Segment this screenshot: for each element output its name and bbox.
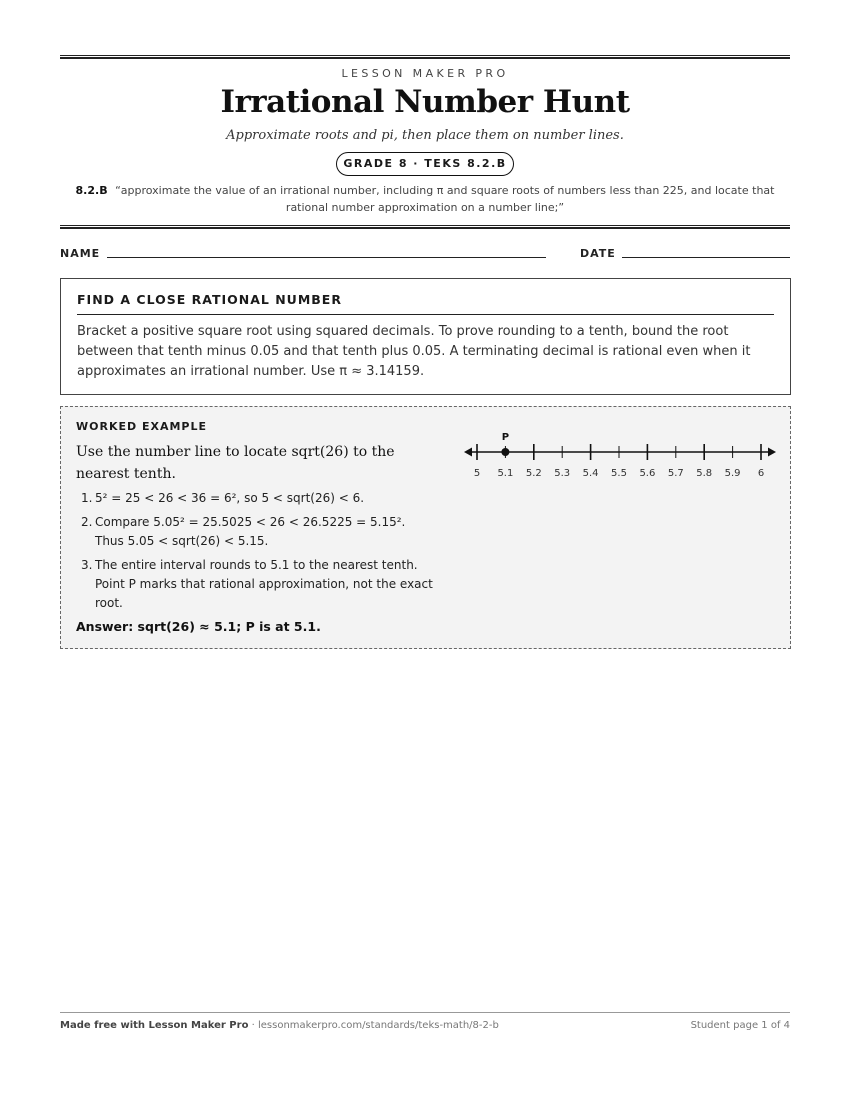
number-line-tick-label: 5.5 bbox=[611, 468, 627, 479]
name-input-line[interactable] bbox=[107, 257, 546, 258]
footer-page-number: Student page 1 of 4 bbox=[690, 1020, 790, 1031]
number-line-tick-label: 5.4 bbox=[582, 468, 599, 479]
page-title: Irrational Number Hunt bbox=[220, 84, 630, 120]
name-label: NAME bbox=[60, 247, 101, 260]
number-line bbox=[460, 428, 780, 488]
step-number: 3. bbox=[81, 558, 93, 572]
point-p-label: P bbox=[501, 432, 510, 443]
number-line-tick-label: 5.7 bbox=[667, 468, 684, 479]
info-box bbox=[60, 278, 791, 395]
number-line-tick-label: 5.3 bbox=[554, 468, 571, 479]
date-label: DATE bbox=[580, 247, 616, 260]
left-arrow-icon bbox=[464, 448, 472, 457]
footer-credit bbox=[60, 1020, 499, 1031]
worked-example-question: Use the number line to locate sqrt(26) to the nearest tenth. bbox=[76, 444, 395, 482]
number-line-tick-label: 5.1 bbox=[497, 468, 514, 479]
standard-statement bbox=[60, 182, 790, 216]
worked-example-steps bbox=[76, 489, 436, 618]
step-number: 2. bbox=[81, 515, 93, 529]
standard-text: “approximate the value of an irrational number, including π and square roots of numbers less than 225, and locate that rational number approximation on a number line;” bbox=[115, 184, 775, 214]
number-line-tick-label: 5.9 bbox=[724, 468, 741, 479]
number-line-tick-label: 5.6 bbox=[639, 468, 656, 479]
number-line-tick-label: 5 bbox=[473, 468, 481, 479]
right-arrow-icon bbox=[768, 448, 776, 457]
grade-badge: GRADE 8 · TEKS 8.2.B bbox=[336, 152, 514, 176]
footer-rule bbox=[60, 1012, 790, 1013]
info-box-heading: FIND A CLOSE RATIONAL NUMBER bbox=[77, 292, 774, 315]
step-number: 1. bbox=[81, 491, 93, 505]
date-input-line[interactable] bbox=[622, 257, 790, 258]
worked-example-answer: Answer: sqrt(26) ≈ 5.1; P is at 5.1. bbox=[76, 619, 321, 634]
standard-code: 8.2.B bbox=[75, 184, 108, 197]
number-line-tick-label: 5.2 bbox=[525, 468, 542, 479]
step-text: Compare 5.05² = 25.5025 < 26 < 26.5225 = 5.15². Thus 5.05 < sqrt(26) < 5.15. bbox=[95, 515, 406, 548]
step-item bbox=[76, 489, 436, 508]
brand-name: LESSON MAKER PRO bbox=[341, 67, 509, 80]
step-text: The entire interval rounds to 5.1 to the nearest tenth. Point P marks that rational approximation, not the exact root. bbox=[95, 558, 433, 610]
header-bottom-rule bbox=[60, 225, 790, 229]
info-box-text: Bracket a positive square root using squared decimals. To prove rounding to a tenth, bound the root between that tenth minus 0.05 and that tenth plus 0.05. A terminating decimal is rational even when it approximates an irrational number. Use π ≈ 3.14159. bbox=[77, 324, 751, 379]
number-line-tick-label: 6 bbox=[757, 468, 765, 479]
number-line-tick-label: 5.8 bbox=[696, 468, 713, 479]
point-p-marker bbox=[501, 448, 509, 456]
footer-made-with: Made free with Lesson Maker Pro bbox=[60, 1020, 249, 1031]
step-text: 5² = 25 < 26 < 36 = 6², so 5 < sqrt(26) < 6. bbox=[95, 491, 365, 505]
step-item bbox=[76, 556, 436, 613]
page-subtitle: Approximate roots and pi, then place them on number lines. bbox=[226, 128, 624, 143]
top-rule bbox=[60, 55, 790, 59]
footer-url: · lessonmakerpro.com/standards/teks-math/8-2-b bbox=[248, 1020, 499, 1031]
worked-example-label: WORKED EXAMPLE bbox=[76, 420, 207, 433]
step-item bbox=[76, 513, 436, 551]
